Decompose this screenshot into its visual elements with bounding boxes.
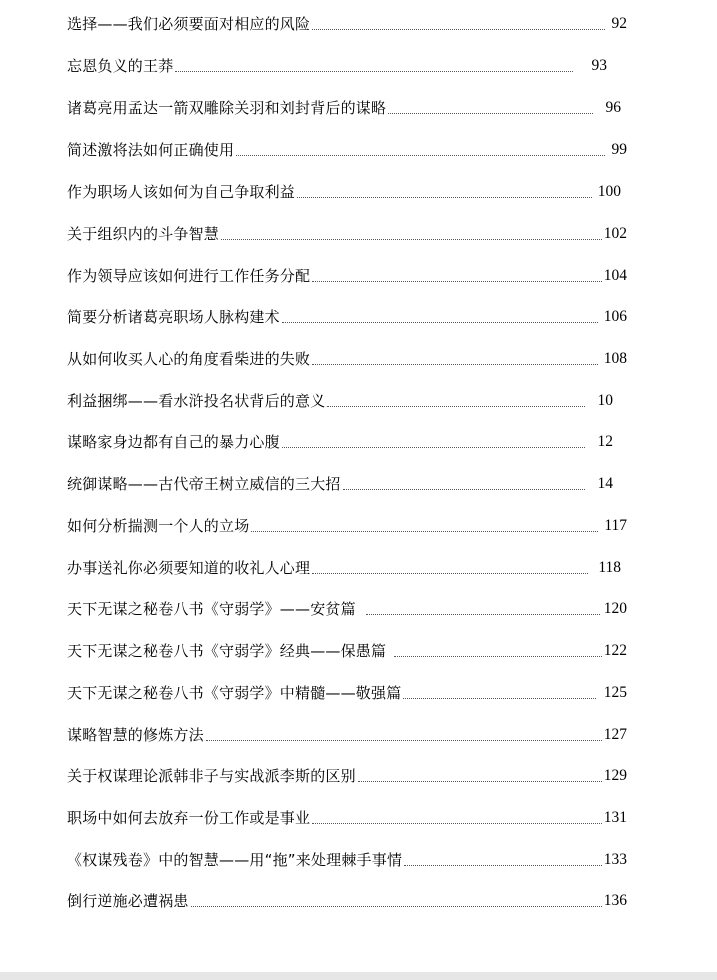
toc-entry-page-number: 10	[597, 392, 613, 409]
toc-entry	[67, 297, 627, 327]
toc-entry-title: 从如何收买人心的角度看柴进的失败	[67, 350, 311, 368]
toc-dot-leader	[282, 322, 598, 323]
toc-entry	[67, 339, 627, 369]
toc-entry-title: 简述激将法如何正确使用	[67, 141, 235, 159]
toc-dot-leader	[206, 740, 602, 741]
toc-entry-page-number: 127	[603, 726, 627, 743]
toc-entry-title: 谋略智慧的修炼方法	[67, 726, 204, 744]
toc-entry-title: 倒行逆施必遭祸患	[67, 892, 189, 910]
toc-entry	[67, 381, 627, 411]
toc-dot-leader	[404, 865, 602, 866]
toc-entry-title: 职场中如何去放弃一份工作或是事业	[67, 809, 311, 827]
toc-entry	[67, 798, 627, 828]
toc-entry-title: 办事送礼你必须要知道的收礼人心理	[67, 559, 311, 577]
toc-entry-page-number: 14	[597, 475, 613, 492]
toc-entry	[67, 214, 627, 244]
toc-entry-title: 忘恩负义的王莽	[67, 57, 174, 75]
toc-dot-leader	[388, 113, 593, 114]
toc-entry	[67, 46, 627, 76]
toc-entry	[67, 4, 627, 34]
toc-entry-title: 利益捆绑——看水浒投名状背后的意义	[67, 392, 326, 410]
toc-entry-page-number: 131	[603, 809, 627, 826]
toc-dot-leader	[312, 573, 588, 574]
toc-entry	[67, 840, 627, 870]
toc-entry	[67, 589, 627, 619]
toc-entry-page-number: 106	[603, 308, 627, 325]
toc-dot-leader	[358, 781, 602, 782]
toc-entry	[67, 548, 627, 578]
toc-entry-page-number: 99	[611, 141, 627, 158]
toc-dot-leader	[175, 71, 573, 72]
toc-entry-page-number: 136	[603, 892, 627, 909]
toc-dot-leader	[251, 531, 598, 532]
toc-entry-title: 统御谋略——古代帝王树立威信的三大招	[67, 475, 341, 493]
toc-entry	[67, 256, 627, 286]
toc-entry-page-number: 120	[603, 600, 627, 617]
toc-entry-page-number: 122	[603, 642, 627, 659]
toc-dot-leader	[394, 656, 602, 657]
toc-entry	[67, 172, 627, 202]
toc-entry	[67, 715, 627, 745]
toc-entry-title: 选择——我们必须要面对相应的风险	[67, 15, 311, 33]
toc-entry	[67, 464, 627, 494]
toc-entry-title: 如何分析揣测一个人的立场	[67, 517, 250, 535]
toc-dot-leader	[366, 614, 600, 615]
toc-entry-page-number: 125	[603, 684, 627, 701]
toc-entry-title: 关于权谋理论派韩非子与实战派李斯的区别	[67, 767, 356, 785]
toc-dot-leader	[221, 239, 602, 240]
toc-entry-title: 天下无谋之秘卷八书《守弱学》——安贫篇	[67, 600, 356, 618]
toc-entry-page-number: 117	[604, 517, 627, 534]
toc-dot-leader	[312, 29, 605, 30]
toc-dot-leader	[282, 447, 585, 448]
toc-entry	[67, 422, 627, 452]
toc-entry	[67, 506, 627, 536]
toc-entry	[67, 130, 627, 160]
toc-dot-leader	[403, 698, 595, 699]
page-bottom-edge	[0, 972, 717, 980]
toc-entry-title: 作为职场人该如何为自己争取利益	[67, 183, 296, 201]
toc-entry-page-number: 92	[611, 15, 627, 32]
toc-dot-leader	[191, 906, 602, 907]
toc-entry-title: 《权谋残卷》中的智慧——用“拖”来处理棘手事情	[67, 851, 403, 869]
toc-entry	[67, 673, 627, 703]
toc-dot-leader	[236, 155, 605, 156]
toc-entry	[67, 881, 627, 911]
toc-dot-leader	[327, 406, 585, 407]
toc-dot-leader	[297, 197, 592, 198]
toc-entry	[67, 88, 627, 118]
toc-entry-page-number: 129	[603, 767, 627, 784]
toc-entry-page-number: 118	[598, 559, 621, 576]
toc-dot-leader	[312, 823, 602, 824]
toc-dot-leader	[343, 489, 585, 490]
toc-entry-title: 诸葛亮用孟达一箭双雕除关羽和刘封背后的谋略	[67, 99, 387, 117]
toc-entry-title: 天下无谋之秘卷八书《守弱学》经典——保愚篇	[67, 642, 387, 660]
toc-entry-title: 谋略家身边都有自己的暴力心腹	[67, 433, 280, 451]
toc-entry-page-number: 100	[597, 183, 621, 200]
toc-entry-title: 天下无谋之秘卷八书《守弱学》中精髓——敬强篇	[67, 684, 402, 702]
toc-entry-title: 作为领导应该如何进行工作任务分配	[67, 267, 311, 285]
toc-entry	[67, 756, 627, 786]
toc-entry-page-number: 108	[603, 350, 627, 367]
toc-dot-leader	[312, 281, 602, 282]
toc-entry-title: 简要分析诸葛亮职场人脉构建术	[67, 308, 280, 326]
toc-entry-page-number: 133	[603, 851, 627, 868]
toc-entry	[67, 631, 627, 661]
toc-dot-leader	[312, 364, 598, 365]
toc-entry-page-number: 93	[591, 57, 607, 74]
toc-entry-title: 关于组织内的斗争智慧	[67, 225, 220, 243]
toc-entry-page-number: 12	[597, 433, 613, 450]
toc-entry-page-number: 102	[603, 225, 627, 242]
toc-entry-page-number: 96	[605, 99, 621, 116]
toc-entry-page-number: 104	[603, 267, 627, 284]
